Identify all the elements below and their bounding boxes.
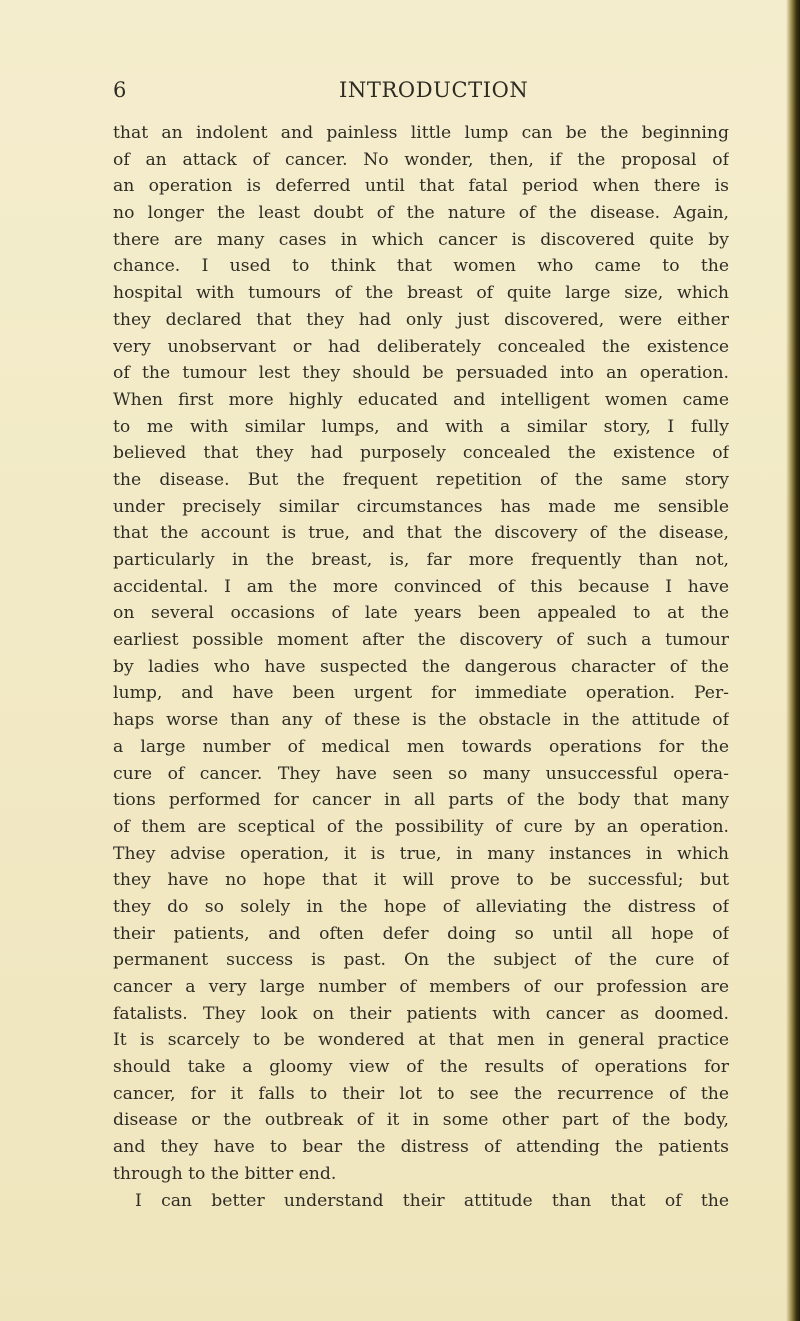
text-line: to me with similar lumps, and with a similar story, I fully — [113, 416, 729, 437]
text-line: particularly in the breast, is, far more frequently than not, — [113, 550, 729, 570]
text-line: they declared that they had only just discovered, were either — [113, 309, 729, 330]
text-line: cure of cancer. They have seen so many unsuccessful opera- — [113, 763, 729, 784]
text-line: that an indolent and painless little lump can be the beginning — [113, 123, 729, 143]
text-line: tions performed for cancer in all parts of the body that many — [113, 790, 729, 811]
text-line: When first more highly educated and intelligent women came — [113, 389, 729, 410]
text-line: of them are sceptical of the possibility of cure by an operation. — [113, 816, 729, 837]
text-line: hospital with tumours of the breast of quite large size, which — [113, 283, 729, 304]
binding-edge — [786, 0, 800, 1321]
text-line: that the account is true, and that the discovery of the disease, — [113, 523, 729, 544]
text-line: disease or the outbreak of it in some other part of the body, — [113, 1110, 729, 1131]
text-line: there are many cases in which cancer is discovered quite by — [113, 229, 729, 250]
text-line: an operation is deferred until that fatal period when there is — [113, 176, 729, 197]
text-line: I can better understand their attitude than that of the — [135, 1190, 729, 1211]
text-line: very unobservant or had deliberately concealed the existence — [113, 336, 729, 357]
text-line: of the tumour lest they should be persuaded into an operation. — [113, 363, 729, 384]
text-line: they have no hope that it will prove to be successful; but — [113, 870, 729, 891]
text-line: should take a gloomy view of the results of operations for — [113, 1057, 729, 1078]
text-line: lump, and have been urgent for immediate operation. Per- — [113, 683, 729, 704]
text-line: through to the bitter end. — [113, 1163, 337, 1184]
text-line: They advise operation, it is true, in many instances in which — [113, 843, 729, 864]
text-line: they do so solely in the hope of alleviating the distress of — [113, 896, 729, 917]
page-header — [113, 72, 729, 112]
text-line: under precisely similar circumstances has made me sensible — [113, 496, 729, 517]
text-line: cancer, for it falls to their lot to see the recurrence of the — [113, 1083, 729, 1104]
page-number: 6 — [113, 78, 127, 102]
text-line: on several occasions of late years been appealed to at the — [113, 603, 729, 624]
text-line: the disease. But the frequent repetition of the same story — [113, 469, 729, 490]
text-line: accidental. I am the more convinced of this because I have — [113, 576, 729, 597]
text-line: no longer the least doubt of the nature of the disease. Again, — [113, 203, 729, 224]
text-line: haps worse than any of these is the obstacle in the attitude of — [113, 710, 729, 731]
body-text — [113, 120, 729, 1214]
text-line: It is scarcely to be wondered at that men in general practice — [113, 1030, 729, 1051]
text-line: of an attack of cancer. No wonder, then, if the proposal of — [113, 149, 729, 170]
text-line: earliest possible moment after the discovery of such a tumour — [113, 630, 729, 651]
text-line: believed that they had purposely concealed the existence of — [113, 443, 729, 464]
text-line: by ladies who have suspected the dangerous character of the — [113, 656, 729, 677]
text-line: permanent success is past. On the subject of the cure of — [113, 950, 729, 971]
text-line: a large number of medical men towards operations for the — [113, 736, 729, 757]
running-head: INTRODUCTION — [339, 78, 529, 102]
text-line: chance. I used to think that women who came to the — [113, 256, 729, 277]
text-line: fatalists. They look on their patients with cancer as doomed. — [113, 1003, 729, 1024]
text-line: their patients, and often defer doing so until all hope of — [113, 923, 729, 944]
text-line: cancer a very large number of members of our profession are — [113, 977, 729, 997]
text-line: and they have to bear the distress of attending the patients — [113, 1137, 729, 1158]
